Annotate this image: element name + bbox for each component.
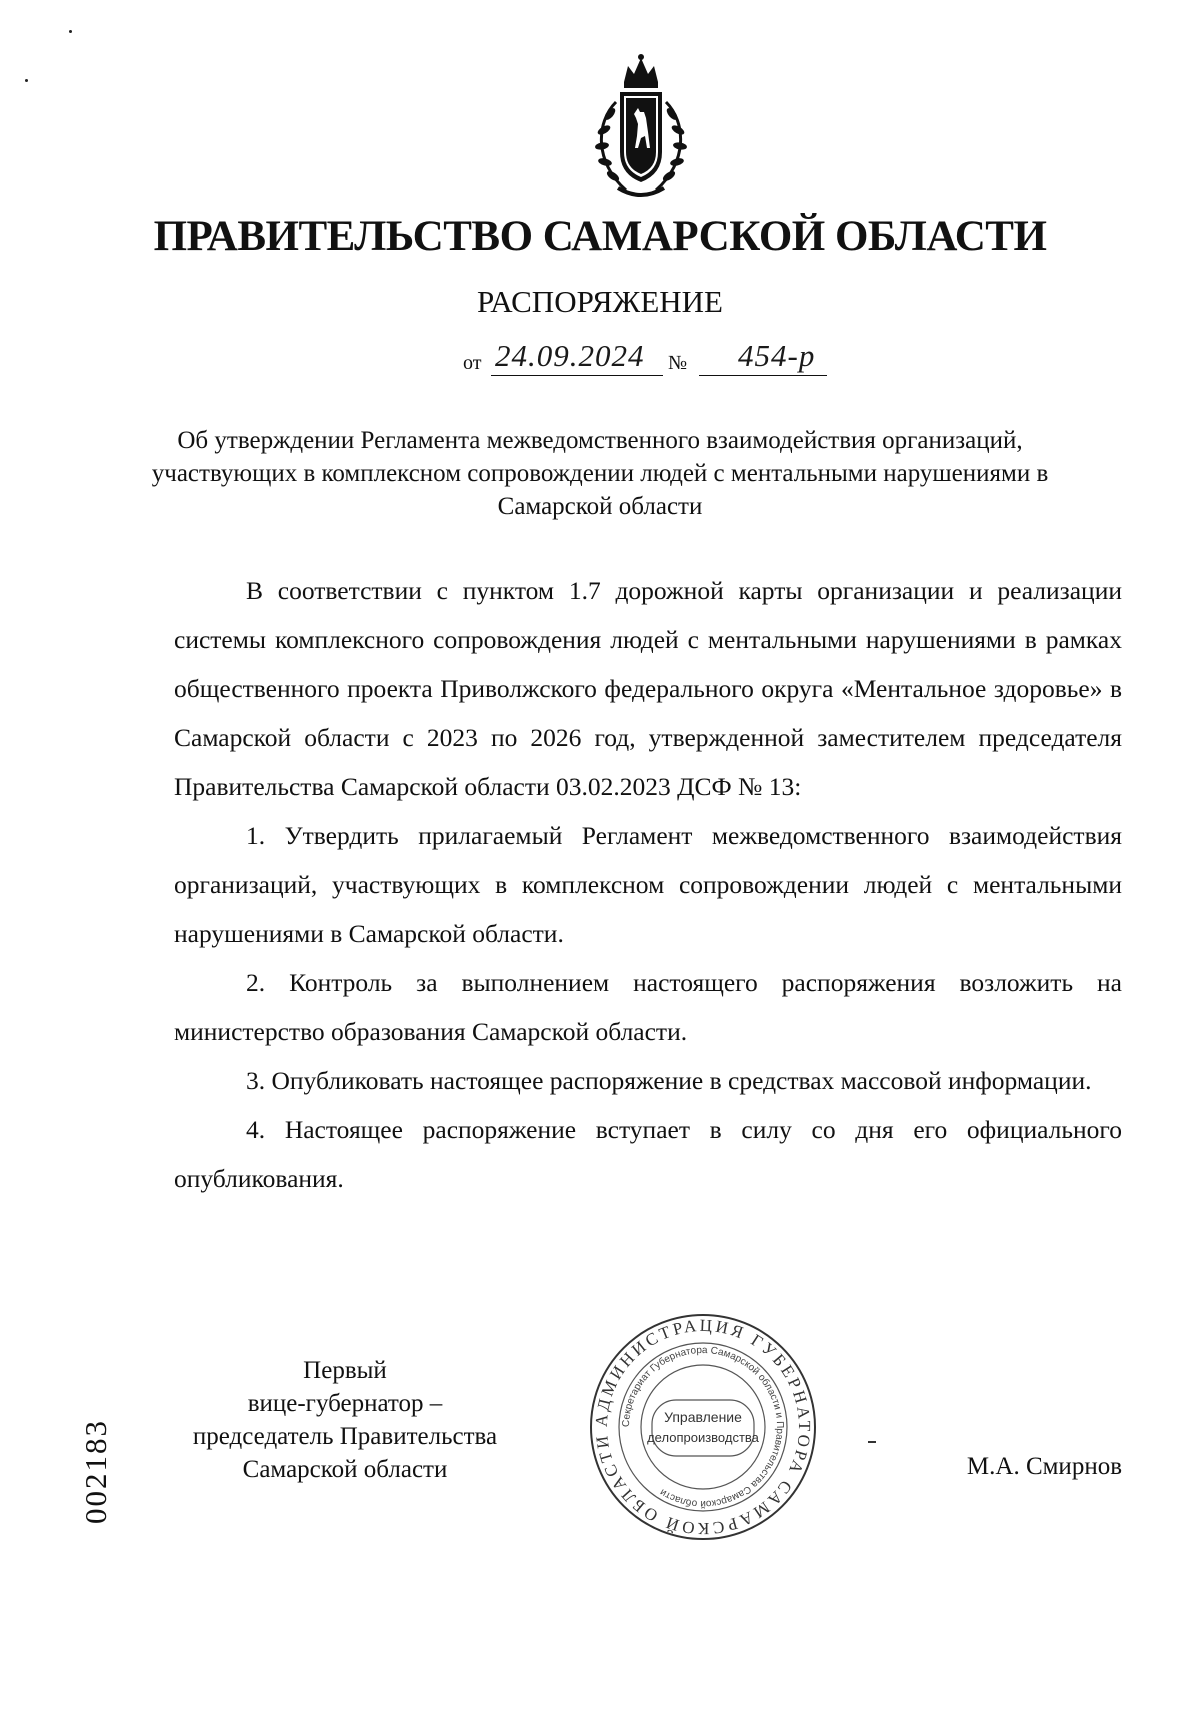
signer-position-line: Первый	[303, 1357, 387, 1384]
date-underline	[491, 375, 663, 376]
signer-position-line: вице-губернатор –	[247, 1390, 443, 1417]
stamp-center-line: Управление	[664, 1409, 742, 1425]
signer-name: М.А. Смирнов	[966, 1453, 1122, 1480]
preamble-paragraph: В соответствии с пунктом 1.7 дорожной карты организации и реализации системы комплексного сопровождения людей с ментальными нарушениями в рамках общественного проекта Приволжского федерального округа «Ментальное здоровье» в Самарской области с 2023 по 2026 год, утвержденной заместителем председателя Правительства Самарской области 03.02.2023 ДСФ № 13:	[174, 576, 1122, 801]
samara-coat-of-arms-icon	[586, 52, 696, 202]
stamp-outer-text: АДМИНИСТРАЦИЯ ГУБЕРНАТОРА САМАРСКОЙ ОБЛАСТИ	[591, 1315, 815, 1539]
handwritten-date: 24.09.2024	[495, 338, 645, 373]
document-body	[174, 566, 1122, 1203]
signer-position	[160, 1354, 530, 1486]
registration-number: 002183	[78, 1419, 113, 1524]
number-underline	[699, 375, 827, 376]
signer-position-line: председатель Правительства	[192, 1423, 498, 1450]
signer-position-line: Самарской области	[242, 1456, 448, 1483]
date-prefix: от	[463, 352, 482, 374]
document-type: РАСПОРЯЖЕНИЕ	[477, 284, 723, 319]
date-number-line	[463, 338, 863, 378]
government-title: ПРАВИТЕЛЬСТВО САМАРСКОЙ ОБЛАСТИ	[153, 213, 1047, 260]
list-item: 1. Утвердить прилагаемый Регламент межведомственного взаимодействия организаций, участвующих в комплексном сопровождении людей с ментальными нарушениями в Самарской области.	[174, 821, 1122, 948]
list-item: 4. Настоящее распоряжение вступает в силу со дня его официального опубликования.	[174, 1115, 1122, 1193]
list-item: 3. Опубликовать настоящее распоряжение в средствах массовой информации.	[246, 1066, 1092, 1095]
stamp-center-line: делопроизводства	[647, 1430, 759, 1445]
official-stamp	[588, 1312, 818, 1542]
list-item: 2. Контроль за выполнением настоящего распоряжения возложить на министерство образования Самарской области.	[174, 968, 1122, 1046]
handwritten-number: 454-р	[738, 338, 816, 373]
scan-speck	[25, 79, 28, 82]
svg-text:Секретариат Губернатора Самарс	[621, 1345, 785, 1509]
scan-speck	[69, 30, 72, 33]
number-prefix: №	[668, 352, 688, 374]
signature-mark	[868, 1441, 876, 1443]
stamp-inner-text: Секретариат Губернатора Самарской области и Правительства Самарской области	[620, 1344, 786, 1510]
document-subject: Об утверждении Регламента межведомственного взаимодействия организаций, участвующих в комплексном сопровождении людей с ментальными нарушениями в Самарской области	[151, 427, 1049, 520]
